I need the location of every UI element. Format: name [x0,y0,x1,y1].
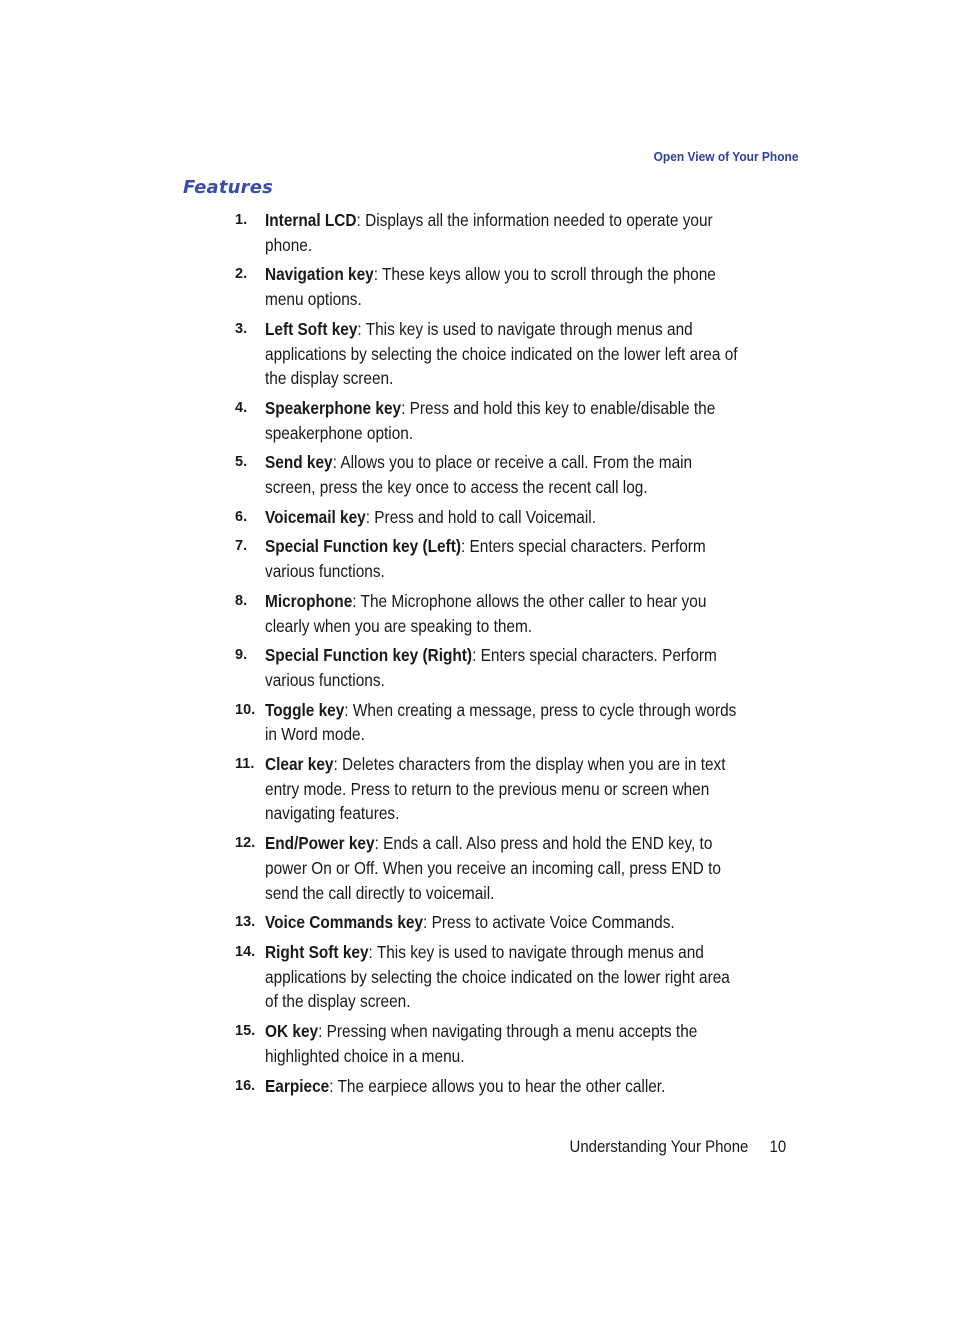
feature-item [235,1019,803,1068]
item-text [265,1074,738,1099]
item-number: 7. [235,538,248,555]
page-footer [569,1137,786,1157]
item-number: 6. [235,508,248,525]
item-text [265,396,738,445]
item-term: Voicemail key [265,506,366,527]
feature-item [235,643,803,692]
item-term: Right Soft key [265,941,369,962]
item-description: : Press and hold to call Voicemail. [365,506,597,527]
item-text [265,262,738,311]
item-description: : Ends a call. Also press and hold the END key, to power On or Off. When you receive an incoming call, press END to send the call directly to voicemail. [265,833,721,903]
item-description: : The earpiece allows you to hear the other caller. [329,1075,666,1096]
item-text [265,589,738,638]
feature-item [235,910,803,935]
footer-chapter-title: Understanding Your Phone [569,1137,749,1156]
feature-item [235,589,803,638]
item-description: : Press to activate Voice Commands. [423,912,675,933]
item-number: 2. [235,266,248,283]
item-description: : The Microphone allows the other caller to hear you clearly when you are speaking to them. [265,590,707,636]
item-number: 12. [235,835,256,852]
item-number: 15. [235,1023,256,1040]
feature-item [235,1074,803,1099]
item-description: : Enters special characters. Perform various functions. [265,536,706,582]
item-description: : This key is used to navigate through menus and applications by selecting the choice indicated on the lower left area of the display screen. [265,318,738,389]
item-description: : Allows you to place or receive a call. From the main screen, press the key once to access the recent call log. [265,452,693,498]
item-term: OK key [265,1021,319,1042]
item-term: Speakerphone key [265,397,402,418]
feature-item [235,208,803,257]
item-number: 14. [235,943,256,960]
item-text [265,208,738,257]
feature-item [235,396,803,445]
feature-item [235,698,803,747]
item-text [265,1019,738,1068]
item-description: : Displays all the information needed to operate your phone. [265,210,713,255]
item-term: Send key [265,452,333,473]
item-number: 16. [235,1077,256,1094]
item-term: Left Soft key [265,318,358,339]
item-description: : Pressing when navigating through a menu accepts the highlighted choice in a menu. [265,1021,698,1066]
item-term: Clear key [265,754,334,775]
item-description: : These keys allow you to scroll through the phone menu options. [265,264,716,310]
running-header: Open View of Your Phone [653,149,798,164]
item-number: 1. [235,212,248,228]
item-text [265,910,738,935]
item-description: : Enters special characters. Perform various functions. [265,645,717,690]
feature-item [235,450,803,499]
item-term: Voice Commands key [265,912,424,933]
feature-item [235,940,803,1014]
feature-item [235,262,803,311]
item-description: : Press and hold this key to enable/disable the speakerphone option. [265,397,716,443]
item-text [265,752,738,826]
item-text [265,940,738,1014]
item-description: : Deletes characters from the display when you are in text entry mode. Press to return to the previous menu or screen when navigating features. [265,754,726,824]
item-number: 5. [235,454,248,471]
item-term: Navigation key [265,264,374,285]
feature-item [235,505,803,530]
item-text [265,505,738,530]
item-term: Earpiece [265,1075,330,1096]
item-text [265,643,738,692]
item-number: 4. [235,399,248,416]
item-text [265,450,738,499]
item-text [265,831,738,905]
item-number: 13. [235,914,256,931]
item-text [265,534,738,583]
item-number: 8. [235,592,248,609]
item-description: : This key is used to navigate through menus and applications by selecting the choice indicated on the lower right area of the display screen. [265,941,730,1012]
feature-item [235,752,803,826]
item-text [265,317,738,391]
feature-list [235,208,803,1103]
item-number: 9. [235,647,248,664]
item-description: : When creating a message, press to cycle through words in Word mode. [265,699,737,745]
item-number: 11. [235,756,255,773]
item-number: 3. [235,320,248,337]
item-term: Special Function key (Right) [265,645,473,666]
feature-item [235,831,803,905]
item-term: Special Function key (Left) [265,536,461,557]
item-term: Toggle key [265,699,345,720]
item-text [265,698,738,747]
page-number: 10 [769,1137,786,1156]
feature-item [235,317,803,391]
feature-item [235,534,803,583]
section-title: Features [183,177,274,198]
item-term: Microphone [265,590,353,611]
item-term: End/Power key [265,833,375,854]
item-term: Internal LCD [265,210,357,230]
item-number: 10. [235,701,256,718]
